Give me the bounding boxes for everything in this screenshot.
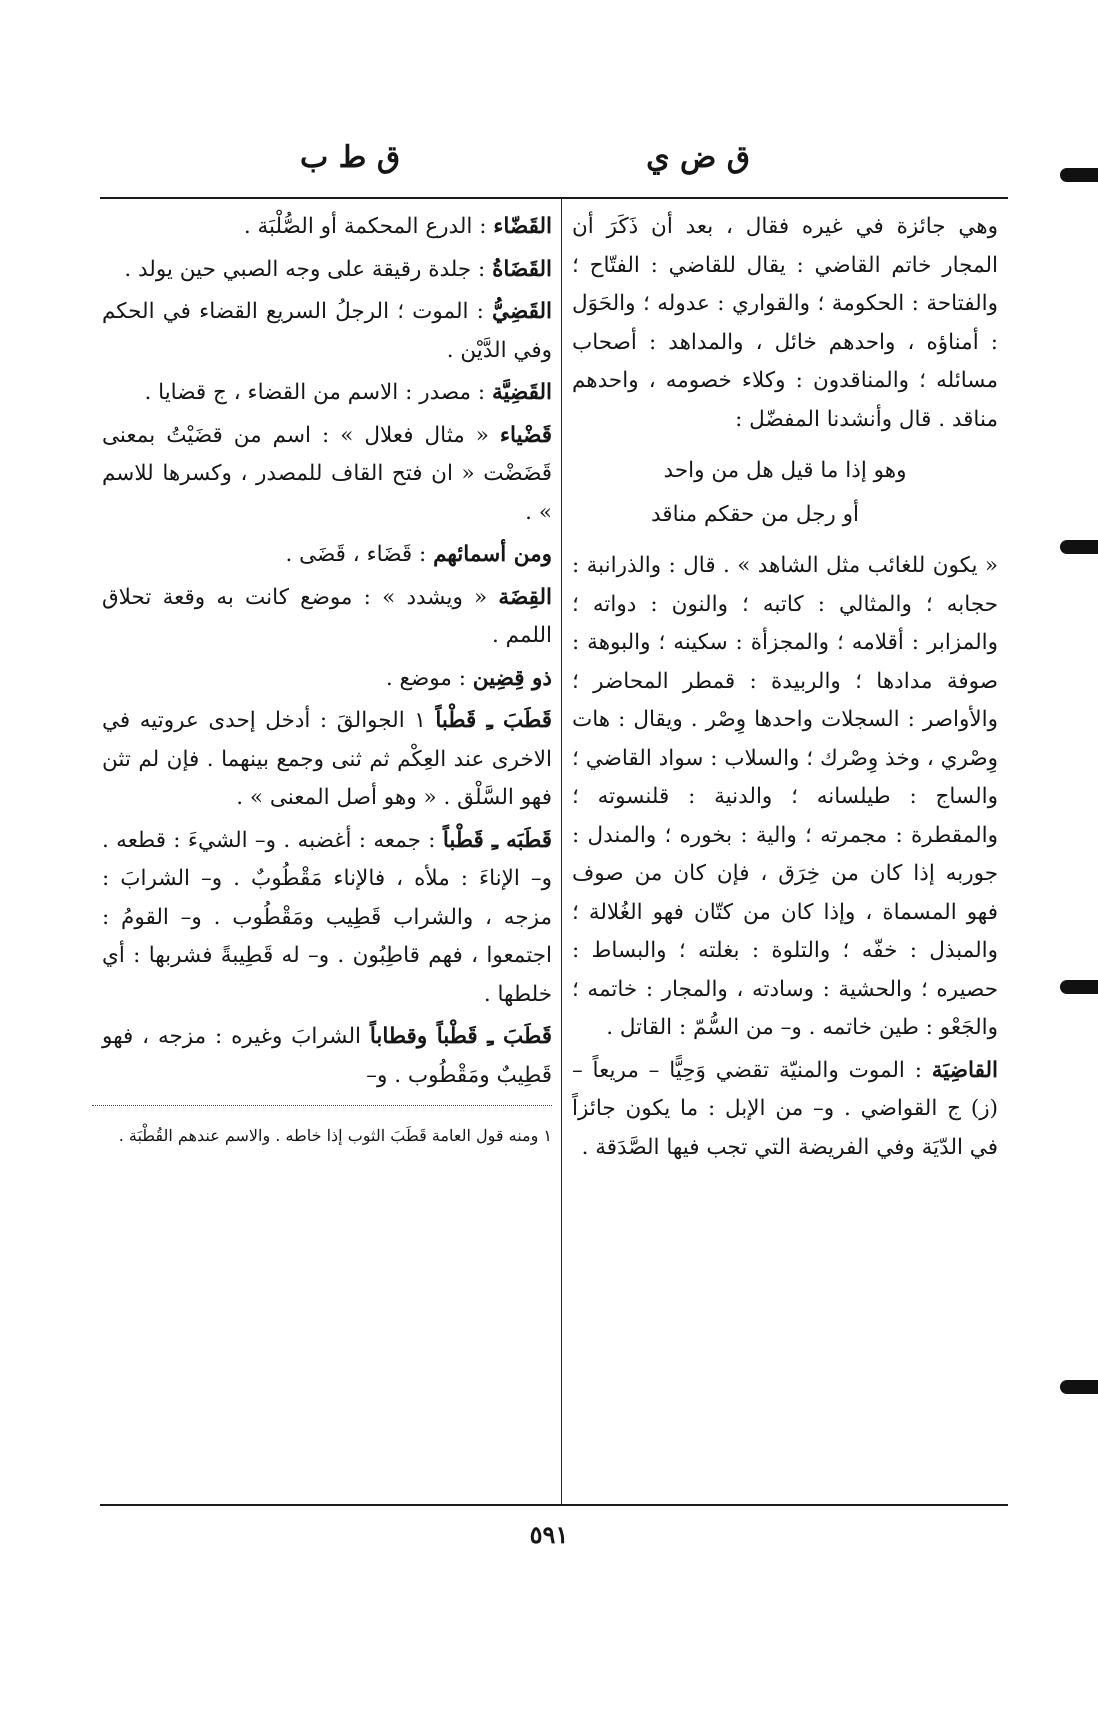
dictionary-entry xyxy=(102,208,552,247)
right-intro-paragraph xyxy=(572,208,998,439)
entry-qadiya xyxy=(572,1052,998,1168)
page-number: ٥٩١ xyxy=(529,1520,569,1549)
entry-definition: : مصدر : الاسم من القضاء ، ج قضايا . xyxy=(144,380,492,405)
dictionary-entry xyxy=(102,417,552,533)
entry-definition: : الدرع المحكمة أو الصُّلْبَة . xyxy=(243,214,494,239)
dictionary-entry xyxy=(102,660,552,699)
entry-headword: القَضَاةُ xyxy=(492,256,552,282)
dictionary-entry xyxy=(102,251,552,290)
right-intro-text: وهي جائزة في غيره فقال ، بعد أن ذَكَرَ أن المجار خاتم القاضي : يقال للقاضي : الفتّاح ؛ والفتاحة : الحكومة ؛ والقواري : عدوله ؛ والحَوَل : أمناؤه ، واحدهم خائل ، والمداهد : أصحاب مسائله ؛ والمناقدون : وكلاء خصومه ، واحدهم مناقد . قال وأنشدنا المفضّل : xyxy=(572,214,998,432)
left-column-root-heading: ق ط ب xyxy=(300,140,401,175)
edge-mark xyxy=(1060,168,1098,182)
entry-headword: قَطَبَ ـِ قَطْباً xyxy=(435,708,553,733)
entry-headword: القَضِيُّ xyxy=(492,299,552,324)
column-divider xyxy=(561,199,562,1504)
entry-headword: القَضّاء xyxy=(493,214,552,239)
right-continuation-text: « يكون للغائب مثل الشاهد » . قال : والذرانبة : حجابه ؛ والمثالي : كاتبه ؛ والنون : دواته ؛ والمزابر : أقلامه ؛ والمجزأة : سكينه ؛ والبوهة : صوفة مدادها ؛ والربيدة : قمطر المحاضر ؛ والأواصر : السجلات واحدها وِصْر . ويقال : هات وِصْري ، وخذ وِصْرك ؛ والسلاب : سواد القاضي ؛ والساج : طيلسانه ؛ والدنية : قلنسوته ؛ والمقطرة : مجمرته ؛ والية : بخوره ؛ والمندل : جوربه إذا كان من خِرَق ، فإن كان من صوف فهو المسماة ، وإذا كان من كتّان فهو الغُلالة ؛ والمبذل : خفّه ؛ والتلوة : بغلته ؛ والبساط : حصيره ؛ والحشية : وسادته ، والمجار : خاتمه ؛ والجَعْو : طين خاتمه . و– من السُّمّ : القاتل . xyxy=(572,553,998,1040)
entry-definition: : قَضَاء ، قَضَى . xyxy=(285,542,434,567)
edge-mark xyxy=(1060,540,1098,554)
dictionary-entry xyxy=(102,822,552,1015)
edge-mark xyxy=(1060,980,1098,994)
entry-definition: : الموت والمنيّة تقضي وَحِيًّا – مريعاً – (ز) ج القواضي . و– من الإبل : ما يكون جائزاً في الدّيَة وفي الفريضة التي تجب فيها الصَّدَقة . xyxy=(572,1057,998,1160)
entry-headword: قَطَبَ ـِ قَطْباً وقطاباً xyxy=(369,1024,553,1049)
dictionary-entry xyxy=(102,293,552,370)
left-column xyxy=(102,208,552,1166)
poem-verse xyxy=(572,449,998,537)
entry-definition: : جمعه : أغضبه . و– الشيءَ : قطعه . و– الإناءَ : ملأه ، فالإناء مَقْطُوبٌ . و– الشرابَ : مزجه ، والشراب قَطِيب ومَقْطُوب . و– القومُ : اجتمعوا ، فهم قاطِبُون . و– له قَطِيبةً فشربها : أي خلطها . xyxy=(102,827,552,1007)
header-rule xyxy=(100,197,1008,199)
right-column xyxy=(572,208,998,1171)
entry-headword: ومن أسمائهم xyxy=(433,542,552,567)
entry-headword: القاضِيَة xyxy=(931,1057,998,1083)
dictionary-entry xyxy=(102,536,552,575)
entry-definition: « مثال فعلال » : اسم من قضَيْتُ بمعنى قَضَضْت « ان فتح القاف للمصدر ، وكسرها للاسم » . xyxy=(102,422,552,525)
entry-definition: « ويشدد » : موضع كانت به وقعة تحلاق اللمم . xyxy=(102,584,552,648)
dictionary-entry xyxy=(102,1018,552,1095)
right-continuation-paragraph xyxy=(572,547,998,1048)
entry-definition: الشرابَ وغيره : مزجه ، فهو قَطِيبٌ ومَقْطُوب . و– xyxy=(102,1024,552,1088)
right-column-root-heading: ق ض ي xyxy=(646,140,750,175)
edge-mark xyxy=(1060,1380,1098,1394)
verse-line-1: وهو إذا ما قيل هل من واحد xyxy=(663,458,907,483)
entry-headword: القِضَة xyxy=(498,584,552,610)
entry-headword: القَضِيَّة xyxy=(491,380,552,405)
entry-definition: : موضع . xyxy=(385,665,473,691)
entry-definition: : جلدة رقيقة على وجه الصبي حين يولد . xyxy=(124,256,493,282)
verse-line-2: أو رجل من حقكم مناقد xyxy=(651,502,859,527)
dictionary-entry xyxy=(102,579,552,656)
entry-definition: ١ الجوالقَ : أدخل إحدى عروتيه في الاخرى عند العِكْم ثم ثنى وجمع بينهما . فإن لم تثن فهو السَّلْق . « وهو أصل المعنى » . xyxy=(102,708,552,810)
entry-headword: قَطَبَه ـِ قَطْباً xyxy=(442,827,552,853)
entry-headword: قَضْياء xyxy=(499,422,552,448)
entry-headword: ذو قِضِين xyxy=(472,665,552,691)
dictionary-entry xyxy=(102,374,552,413)
entry-definition: : الموت ؛ الرجلُ السريع القضاء في الحكم وفي الدَّيْن . xyxy=(102,299,552,363)
dictionary-entry xyxy=(102,702,552,818)
footnote: ١ ومنه قول العامة قَطَبَ الثوب إذا خاطه . والاسم عندهم القُطْبَة . xyxy=(118,1126,552,1145)
page-header xyxy=(100,140,1000,192)
footnote-divider xyxy=(92,1105,552,1106)
footer-rule xyxy=(100,1504,1008,1506)
